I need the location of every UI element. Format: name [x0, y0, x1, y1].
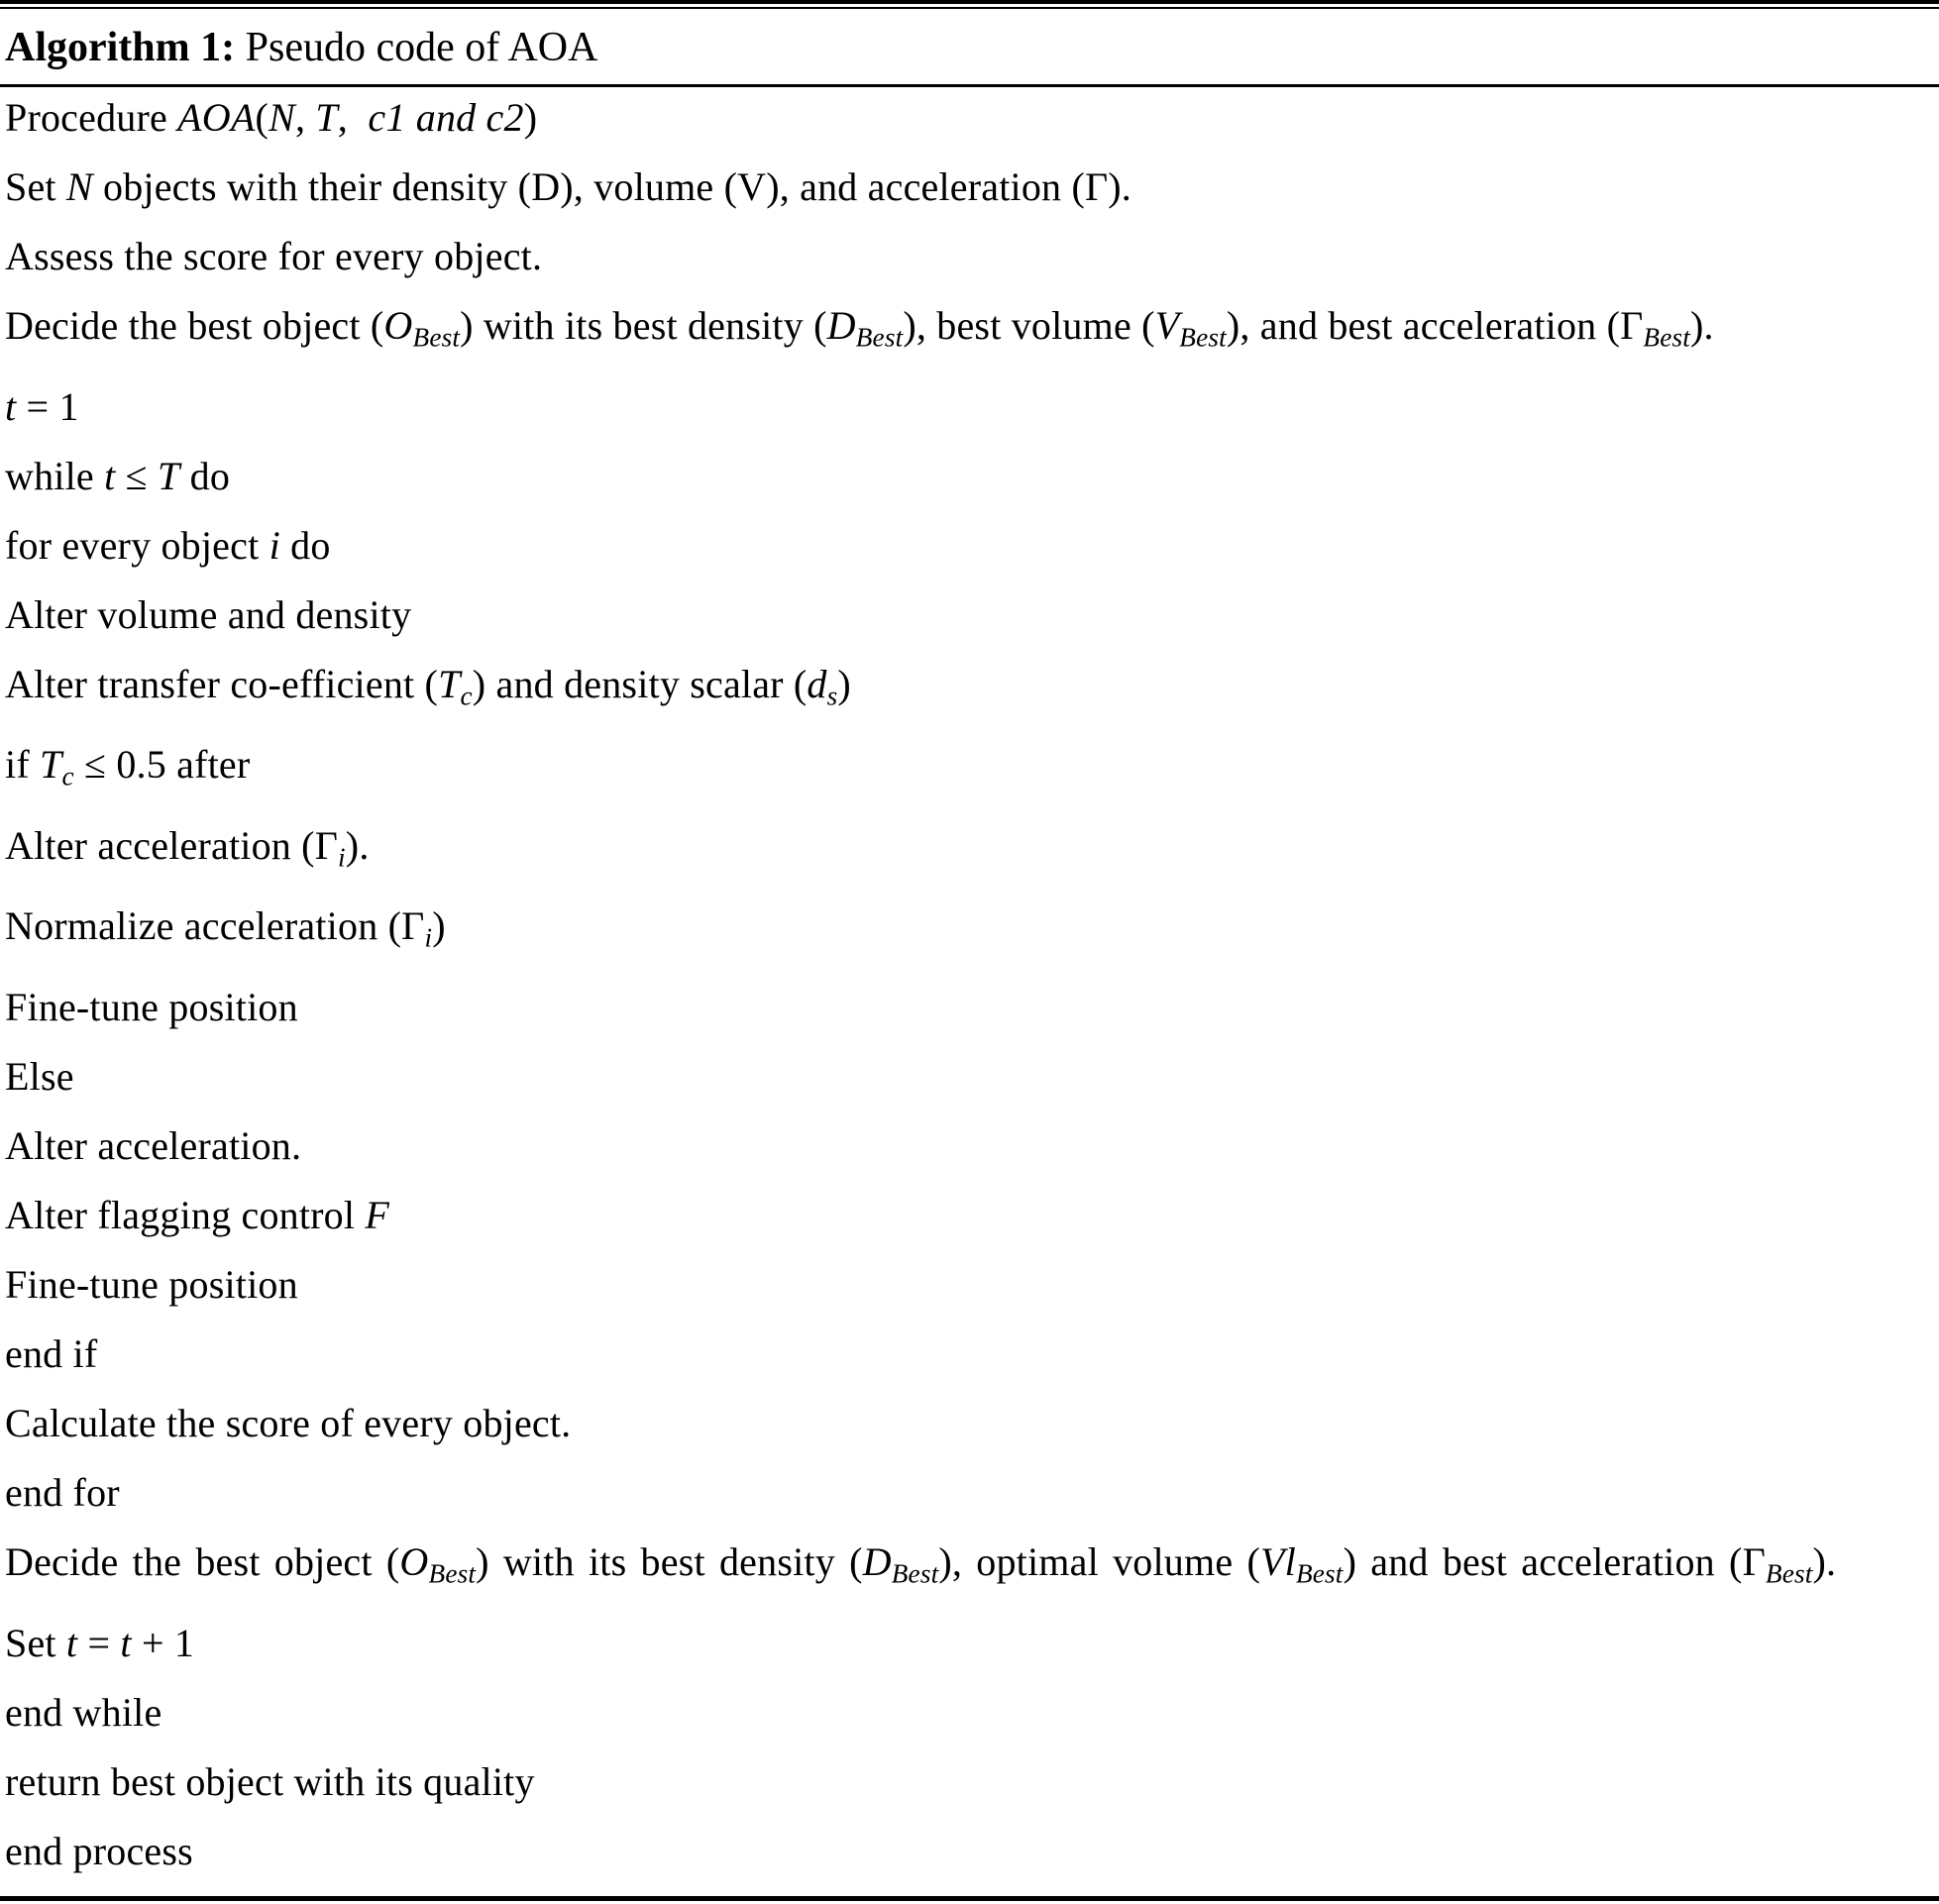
- text-segment: Calculate the score of every object.: [5, 1401, 572, 1446]
- subscript: i: [338, 842, 346, 873]
- pseudocode-line-end-process: [5, 1827, 1939, 1876]
- text-segment: do: [279, 522, 331, 568]
- math-variable: t: [120, 1620, 132, 1665]
- pseudocode-line-finetune-2: [5, 1260, 1939, 1310]
- text-segment: ) and density scalar (: [472, 661, 808, 706]
- math-variable: T: [40, 742, 62, 788]
- pseudocode-line-alter-acceleration: [5, 1121, 1939, 1171]
- pseudocode-line-finetune-1: [5, 983, 1939, 1032]
- math-variable: t: [65, 1620, 78, 1665]
- math-variable: O: [383, 303, 413, 348]
- text-segment: ,: [294, 95, 316, 140]
- text-segment: Normalize acceleration (Γ: [5, 903, 425, 949]
- text-segment: Set: [5, 164, 66, 209]
- math-variable: N: [269, 95, 295, 140]
- text-segment: objects with their density (D), volume (V), and acceleration (Γ).: [92, 164, 1132, 209]
- subscript: Best: [1295, 1558, 1344, 1589]
- text-segment: Else: [5, 1054, 74, 1100]
- text-segment: ,: [337, 95, 369, 140]
- text-segment: ).: [345, 822, 370, 868]
- pseudocode-line-normalize-acceleration: [5, 901, 1939, 963]
- text-segment: ), and best acceleration (Γ: [1226, 303, 1644, 348]
- subscript: Best: [412, 322, 461, 353]
- pseudocode-line-alter-flagging: [5, 1191, 1939, 1240]
- text-segment: + 1: [131, 1620, 195, 1665]
- pseudocode-line-decide-best: [5, 301, 1939, 363]
- text-segment: Decide the best object (: [5, 303, 384, 348]
- subscript: Best: [1765, 1558, 1813, 1589]
- subscript: Best: [1179, 322, 1227, 353]
- math-variable: F: [365, 1193, 390, 1238]
- text-segment: for every object: [5, 522, 269, 568]
- algorithm-label: Algorithm 1:: [5, 25, 236, 70]
- text-segment: end if: [5, 1331, 98, 1377]
- text-segment: Set: [5, 1620, 66, 1665]
- pseudocode-line-t-init: [5, 382, 1939, 432]
- algorithm-caption: [0, 9, 1939, 84]
- pseudocode-line-else: [5, 1052, 1939, 1102]
- text-segment: Procedure: [5, 95, 178, 140]
- pseudocode-line-while: [5, 452, 1939, 501]
- math-variable: d: [807, 661, 827, 706]
- pseudocode-line-if: [5, 740, 1939, 801]
- math-variable: c1 and c2: [368, 95, 524, 140]
- math-variable: t: [5, 383, 17, 429]
- text-segment: Assess the score for every object.: [5, 234, 543, 278]
- text-segment: do: [179, 453, 231, 498]
- math-variable: t: [104, 453, 116, 498]
- text-segment: Decide the best object (: [5, 1539, 400, 1585]
- text-segment: return best object with its quality: [5, 1758, 535, 1804]
- subscript: Best: [428, 1558, 477, 1589]
- text-segment: end for: [5, 1470, 120, 1516]
- pseudocode-line-end-while: [5, 1688, 1939, 1738]
- pseudocode-line-alter-volume-density: [5, 590, 1939, 640]
- math-variable: AOA: [177, 95, 256, 140]
- pseudocode-line-procedure: [5, 93, 1939, 143]
- math-variable: N: [65, 164, 93, 209]
- pseudocode-line-return: [5, 1757, 1939, 1807]
- text-segment: while: [5, 453, 105, 498]
- pseudocode-line-calculate-score: [5, 1399, 1939, 1448]
- text-segment: =: [77, 1620, 121, 1665]
- pseudocode-line-alter-acceleration-i: [5, 821, 1939, 883]
- text-segment: ≤: [115, 453, 158, 498]
- math-variable: T: [315, 95, 338, 140]
- text-segment: ), best volume (: [903, 303, 1155, 348]
- pseudocode-line-alter-transfer: [5, 660, 1939, 721]
- pseudocode-body: [0, 87, 1939, 1876]
- math-variable: i: [269, 522, 280, 568]
- text-segment: ): [432, 903, 446, 949]
- text-segment: Alter volume and density: [5, 591, 412, 637]
- text-segment: ): [837, 661, 851, 706]
- math-variable: O: [399, 1539, 429, 1585]
- algorithm-title: Pseudo code of AOA: [235, 25, 598, 70]
- text-segment: Fine-tune position: [5, 1262, 298, 1308]
- pseudocode-line-set-t: [5, 1619, 1939, 1668]
- math-variable: D: [862, 1539, 892, 1585]
- text-segment: ) with its best density (: [476, 1539, 863, 1585]
- text-segment: ), optimal volume (: [938, 1539, 1260, 1585]
- text-segment: ) with its best density (: [460, 303, 827, 348]
- math-variable: T: [157, 453, 180, 498]
- text-segment: end while: [5, 1689, 162, 1735]
- text-segment: ): [523, 95, 538, 140]
- subscript: Best: [891, 1558, 939, 1589]
- text-segment: Alter acceleration.: [5, 1123, 302, 1169]
- text-segment: Alter acceleration (Γ: [5, 822, 339, 868]
- text-segment: ≤ 0.5 after: [73, 742, 251, 788]
- pseudocode-line-set-objects: [5, 162, 1939, 212]
- subscript: c: [460, 681, 473, 711]
- text-segment: (: [255, 95, 269, 140]
- pseudocode-line-end-if: [5, 1329, 1939, 1379]
- subscript: i: [424, 923, 433, 954]
- text-segment: Alter flagging control: [5, 1193, 366, 1238]
- text-segment: end process: [5, 1828, 193, 1873]
- subscript: Best: [1643, 322, 1691, 353]
- math-variable: D: [826, 303, 856, 348]
- text-segment: ).: [1690, 303, 1714, 348]
- pseudocode-line-assess-score: [5, 232, 1939, 281]
- subscript: c: [61, 761, 74, 792]
- pseudocode-line-for: [5, 521, 1939, 571]
- pseudocode-line-end-for: [5, 1468, 1939, 1518]
- subscript: Best: [855, 322, 904, 353]
- text-segment: = 1: [16, 383, 79, 429]
- text-segment: ).: [1812, 1539, 1837, 1585]
- text-segment: Alter transfer co-efficient (: [5, 661, 439, 706]
- text-segment: ) and best acceleration (Γ: [1343, 1539, 1766, 1585]
- top-rule-thick: [0, 0, 1939, 4]
- text-segment: Fine-tune position: [5, 985, 298, 1030]
- math-variable: T: [438, 661, 461, 706]
- subscript: s: [826, 681, 838, 711]
- text-segment: if: [5, 742, 41, 788]
- math-variable: Vl: [1260, 1539, 1296, 1585]
- pseudocode-line-decide-best-final: [5, 1537, 1939, 1599]
- math-variable: V: [1154, 303, 1180, 348]
- bottom-rule: [0, 1896, 1939, 1901]
